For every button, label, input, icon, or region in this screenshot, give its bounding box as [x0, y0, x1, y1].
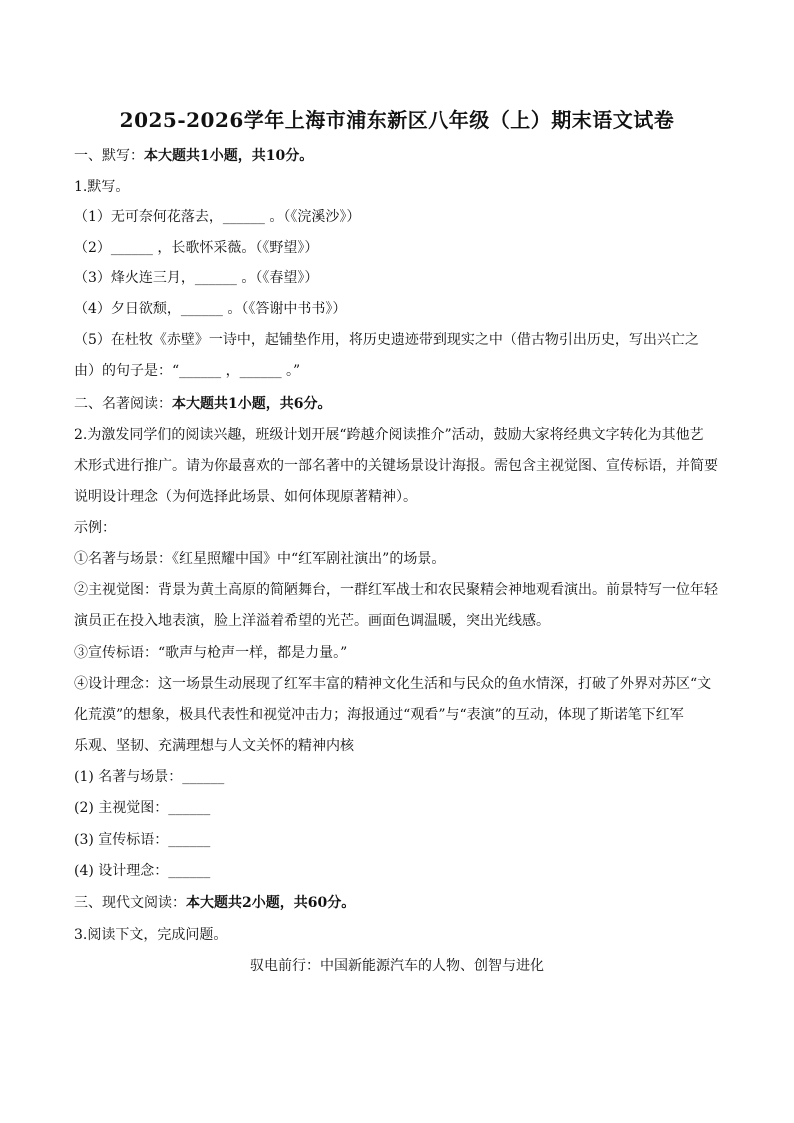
section-3-prefix: 三、现代文阅读：: [74, 895, 186, 911]
section-2-prefix: 二、名著阅读：: [74, 396, 172, 412]
q3-stem: 3.阅读下文，完成问题。: [74, 927, 228, 943]
q2-line-3: 说明设计理念（为何选择此场景、如何体现原著精神）。: [74, 489, 417, 505]
q2-example-label: 示例：: [74, 520, 116, 536]
q2-answer-3: (3) 宣传标语：______: [74, 832, 211, 848]
section-3-heading: [74, 893, 724, 913]
q2-example-2-cont: 演员正在投入地表演，脸上洋溢着希望的光芒。画面色调温暖，突出光线感。: [74, 613, 550, 629]
section-3-desc: 本大题共2小题，共60分。: [186, 895, 356, 911]
section-2-desc: 本大题共1小题，共6分。: [172, 396, 332, 412]
section-2-heading: [74, 394, 724, 414]
q2-example-1: ①名著与场景：《红星照耀中国》中“红军剧社演出”的场景。: [74, 551, 446, 567]
q2-answer-2: (2) 主视觉图：______: [74, 800, 211, 816]
q2-answer-1: (1) 名著与场景：______: [74, 769, 225, 785]
q2-answer-4: (4) 设计理念：______: [74, 863, 211, 879]
q2-line-1: 2.为激发同学们的阅读兴趣，班级计划开展“跨越介阅读推介”活动，鼓励大家将经典文字转化为其他艺: [74, 427, 704, 443]
section-1-heading: [74, 146, 724, 166]
q1-item-2: （2）______ ，长歌怀采薇。（《野望》）: [74, 240, 319, 256]
q2-example-2: ②主视觉图：背景为黄土高原的简陋舞台，一群红军战士和农民聚精会神地观看演出。前景特写一位年轻: [74, 582, 718, 598]
passage-title: 驭电前行：中国新能源汽车的人物、创智与进化: [250, 958, 544, 974]
q1-item-3: （3）烽火连三月，______ 。（《春望》）: [74, 270, 319, 286]
q1-item-5: （5）在杜牧《赤壁》一诗中，起铺垫作用，将历史遗迹带到现实之中（借古物引出历史，写出兴亡之: [74, 332, 699, 348]
q2-example-3: ③宣传标语：“歌声与枪声一样，都是力量。”: [74, 645, 348, 661]
section-1-desc: 本大题共1小题，共10分。: [144, 148, 314, 164]
q2-line-2: 术形式进行推广。请为你最喜欢的一部名著中的关键场景设计海报。需包含主视觉图、宣传标语，并简要: [74, 458, 718, 474]
q1-item-4: （4）夕日欲颓，______ 。（《答谢中书书》）: [74, 301, 347, 317]
q1-item-1: （1）无可奈何花落去，______ 。（《浣溪沙》）: [74, 209, 361, 225]
q2-example-4-cont2: 乐观、坚韧、充满理想与人文关怀的精神内核: [74, 738, 354, 754]
q2-example-4: ④设计理念：这一场景生动展现了红军丰富的精神文化生活和与民众的鱼水情深，打破了外界对苏区“文: [74, 676, 712, 692]
exam-title: 2025-2026学年上海市浦东新区八年级（上）期末语文试卷: [119, 108, 675, 132]
q1-stem: 1.默写。: [74, 179, 130, 195]
q1-item-5-cont: 由）的句子是：“______ ，______ 。”: [74, 363, 301, 379]
q2-example-4-cont: 化荒漠”的想象，极具代表性和视觉冲击力；海报通过“观看”与“表演”的互动，体现了斯诺笔下红军: [74, 707, 684, 723]
section-1-prefix: 一、默写：: [74, 148, 144, 164]
